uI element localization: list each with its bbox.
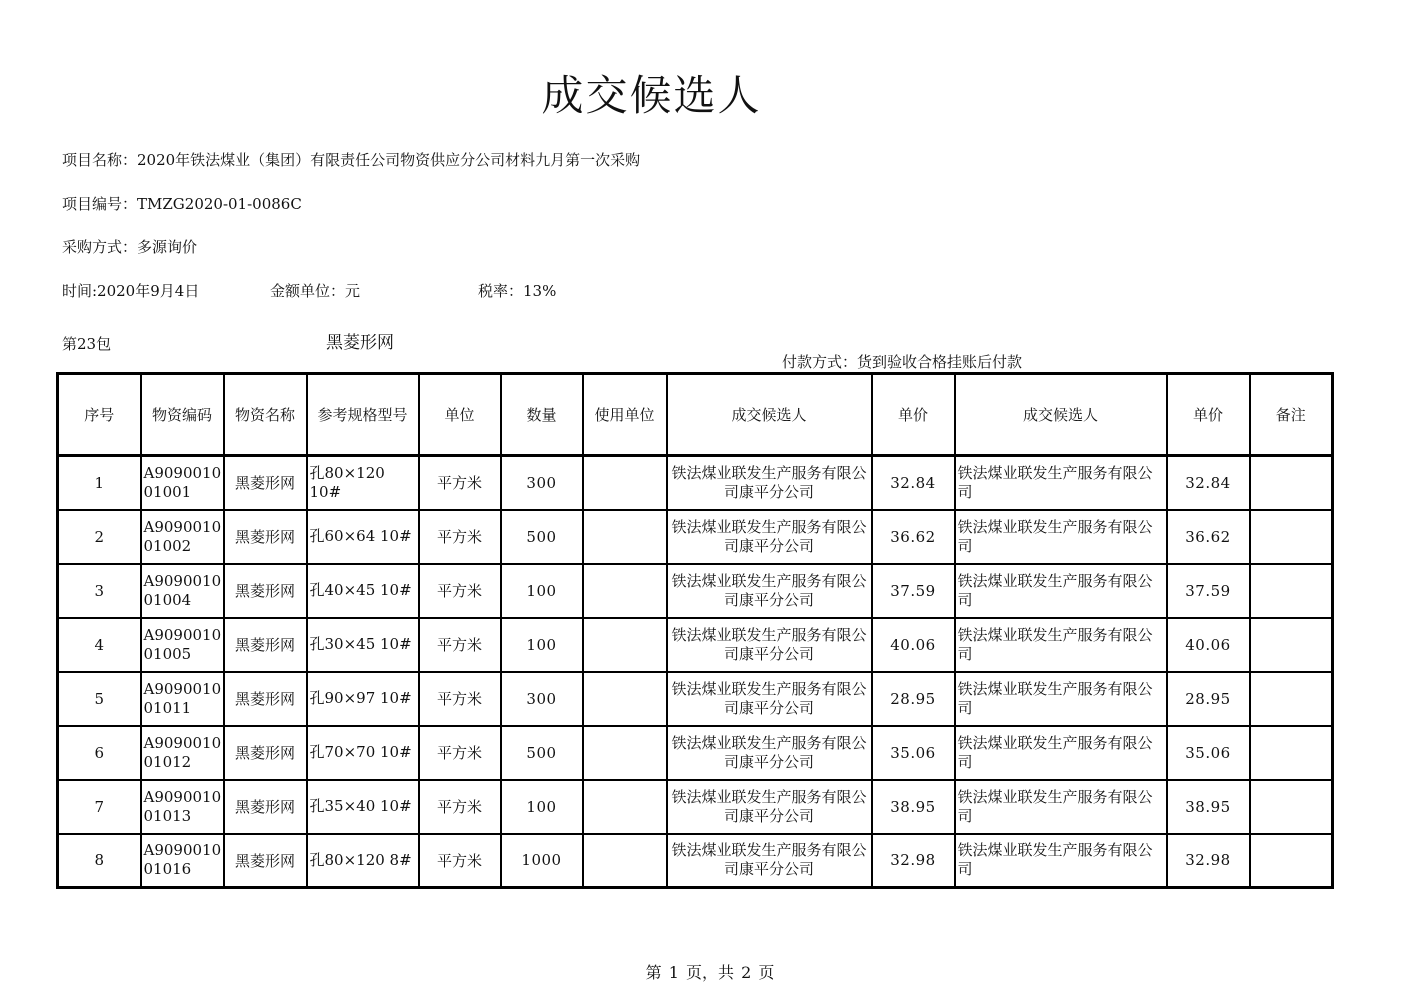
material-code: A909001001005 (141, 618, 224, 672)
tax-rate: 税率：13% (478, 282, 557, 300)
supplier-1: 铁法煤业联发生产服务有限公司康平分公司 (667, 564, 872, 618)
quantity: 300 (501, 672, 583, 726)
using-unit (583, 780, 667, 834)
spec: 孔35×40 10# (307, 780, 419, 834)
project-name: 项目名称：2020年铁法煤业（集团）有限责任公司物资供应分公司材料九月第一次采购 (62, 151, 641, 169)
material-code: A909001001016 (141, 834, 224, 888)
row-number: 2 (58, 510, 141, 564)
package-number: 第23包 (62, 335, 112, 353)
header-cell: 物资名称 (224, 374, 307, 456)
unit: 平方米 (419, 618, 501, 672)
using-unit (583, 726, 667, 780)
row-number: 7 (58, 780, 141, 834)
price-2: 32.98 (1167, 834, 1250, 888)
material-code: A909001001001 (141, 456, 224, 510)
quantity: 100 (501, 780, 583, 834)
table-row (58, 456, 1333, 510)
quantity: 100 (501, 618, 583, 672)
supplier-1: 铁法煤业联发生产服务有限公司康平分公司 (667, 834, 872, 888)
header-cell: 参考规格型号 (307, 374, 419, 456)
supplier-1: 铁法煤业联发生产服务有限公司康平分公司 (667, 456, 872, 510)
material-code: A909001001011 (141, 672, 224, 726)
using-unit (583, 618, 667, 672)
note (1250, 618, 1333, 672)
using-unit (583, 672, 667, 726)
material-name: 黑菱形网 (224, 618, 307, 672)
package-name: 黑菱形网 (326, 333, 394, 353)
material-name: 黑菱形网 (224, 726, 307, 780)
material-name: 黑菱形网 (224, 834, 307, 888)
using-unit (583, 834, 667, 888)
material-name: 黑菱形网 (224, 564, 307, 618)
note (1250, 726, 1333, 780)
price-2: 37.59 (1167, 564, 1250, 618)
supplier-2: 铁法煤业联发生产服务有限公司 (955, 510, 1167, 564)
supplier-1: 铁法煤业联发生产服务有限公司康平分公司 (667, 672, 872, 726)
row-number: 1 (58, 456, 141, 510)
material-code: A909001001012 (141, 726, 224, 780)
header-cell: 使用单位 (583, 374, 667, 456)
date: 时间:2020年9月4日 (62, 282, 200, 300)
quantity: 100 (501, 564, 583, 618)
price-1: 40.06 (872, 618, 955, 672)
spec: 孔80×120 10# (307, 456, 419, 510)
material-code: A909001001002 (141, 510, 224, 564)
note (1250, 510, 1333, 564)
supplier-2: 铁法煤业联发生产服务有限公司 (955, 672, 1167, 726)
unit: 平方米 (419, 456, 501, 510)
supplier-2: 铁法煤业联发生产服务有限公司 (955, 564, 1167, 618)
price-1: 38.95 (872, 780, 955, 834)
price-2: 28.95 (1167, 672, 1250, 726)
price-1: 32.84 (872, 456, 955, 510)
page-title: 成交候选人 (541, 71, 762, 120)
spec: 孔80×120 8# (307, 834, 419, 888)
material-name: 黑菱形网 (224, 672, 307, 726)
material-name: 黑菱形网 (224, 780, 307, 834)
unit: 平方米 (419, 780, 501, 834)
note (1250, 834, 1333, 888)
row-number: 3 (58, 564, 141, 618)
supplier-1: 铁法煤业联发生产服务有限公司康平分公司 (667, 726, 872, 780)
spec: 孔60×64 10# (307, 510, 419, 564)
price-1: 32.98 (872, 834, 955, 888)
note (1250, 456, 1333, 510)
header-cell: 物资编码 (141, 374, 224, 456)
price-2: 38.95 (1167, 780, 1250, 834)
unit: 平方米 (419, 510, 501, 564)
unit: 平方米 (419, 672, 501, 726)
table-row (58, 834, 1333, 888)
supplier-1: 铁法煤业联发生产服务有限公司康平分公司 (667, 780, 872, 834)
project-code: 项目编号：TMZG2020-01-0086C (62, 195, 302, 213)
unit: 平方米 (419, 834, 501, 888)
table-header-row (58, 374, 1333, 456)
material-name: 黑菱形网 (224, 510, 307, 564)
quantity: 500 (501, 510, 583, 564)
table-row (58, 618, 1333, 672)
price-2: 36.62 (1167, 510, 1250, 564)
table-row (58, 510, 1333, 564)
using-unit (583, 510, 667, 564)
supplier-2: 铁法煤业联发生产服务有限公司 (955, 780, 1167, 834)
supplier-1: 铁法煤业联发生产服务有限公司康平分公司 (667, 618, 872, 672)
header-cell: 单价 (1167, 374, 1250, 456)
currency-unit: 金额单位：元 (270, 282, 361, 300)
using-unit (583, 456, 667, 510)
spec: 孔40×45 10# (307, 564, 419, 618)
supplier-2: 铁法煤业联发生产服务有限公司 (955, 726, 1167, 780)
header-cell: 成交候选人 (667, 374, 872, 456)
spec: 孔30×45 10# (307, 618, 419, 672)
header-cell: 数量 (501, 374, 583, 456)
header-cell: 序号 (58, 374, 141, 456)
price-2: 40.06 (1167, 618, 1250, 672)
table-row (58, 564, 1333, 618)
price-1: 36.62 (872, 510, 955, 564)
unit: 平方米 (419, 564, 501, 618)
quantity: 300 (501, 456, 583, 510)
row-number: 5 (58, 672, 141, 726)
spec: 孔70×70 10# (307, 726, 419, 780)
quantity: 1000 (501, 834, 583, 888)
note (1250, 564, 1333, 618)
supplier-2: 铁法煤业联发生产服务有限公司 (955, 618, 1167, 672)
material-name: 黑菱形网 (224, 456, 307, 510)
price-1: 35.06 (872, 726, 955, 780)
price-1: 37.59 (872, 564, 955, 618)
header-cell: 单价 (872, 374, 955, 456)
header-cell: 备注 (1250, 374, 1333, 456)
material-code: A909001001004 (141, 564, 224, 618)
price-2: 32.84 (1167, 456, 1250, 510)
supplier-2: 铁法煤业联发生产服务有限公司 (955, 456, 1167, 510)
candidate-table (56, 372, 1334, 889)
purchase-method: 采购方式：多源询价 (62, 238, 198, 256)
price-1: 28.95 (872, 672, 955, 726)
supplier-2: 铁法煤业联发生产服务有限公司 (955, 834, 1167, 888)
quantity: 500 (501, 726, 583, 780)
price-2: 35.06 (1167, 726, 1250, 780)
page-number: 第 1 页，共 2 页 (645, 963, 775, 982)
row-number: 8 (58, 834, 141, 888)
payment-terms: 付款方式：货到验收合格挂账后付款 (782, 353, 1023, 371)
table-row (58, 726, 1333, 780)
note (1250, 780, 1333, 834)
table-row (58, 672, 1333, 726)
supplier-1: 铁法煤业联发生产服务有限公司康平分公司 (667, 510, 872, 564)
row-number: 4 (58, 618, 141, 672)
spec: 孔90×97 10# (307, 672, 419, 726)
row-number: 6 (58, 726, 141, 780)
material-code: A909001001013 (141, 780, 224, 834)
note (1250, 672, 1333, 726)
header-cell: 单位 (419, 374, 501, 456)
unit: 平方米 (419, 726, 501, 780)
table-row (58, 780, 1333, 834)
header-cell: 成交候选人 (955, 374, 1167, 456)
using-unit (583, 564, 667, 618)
